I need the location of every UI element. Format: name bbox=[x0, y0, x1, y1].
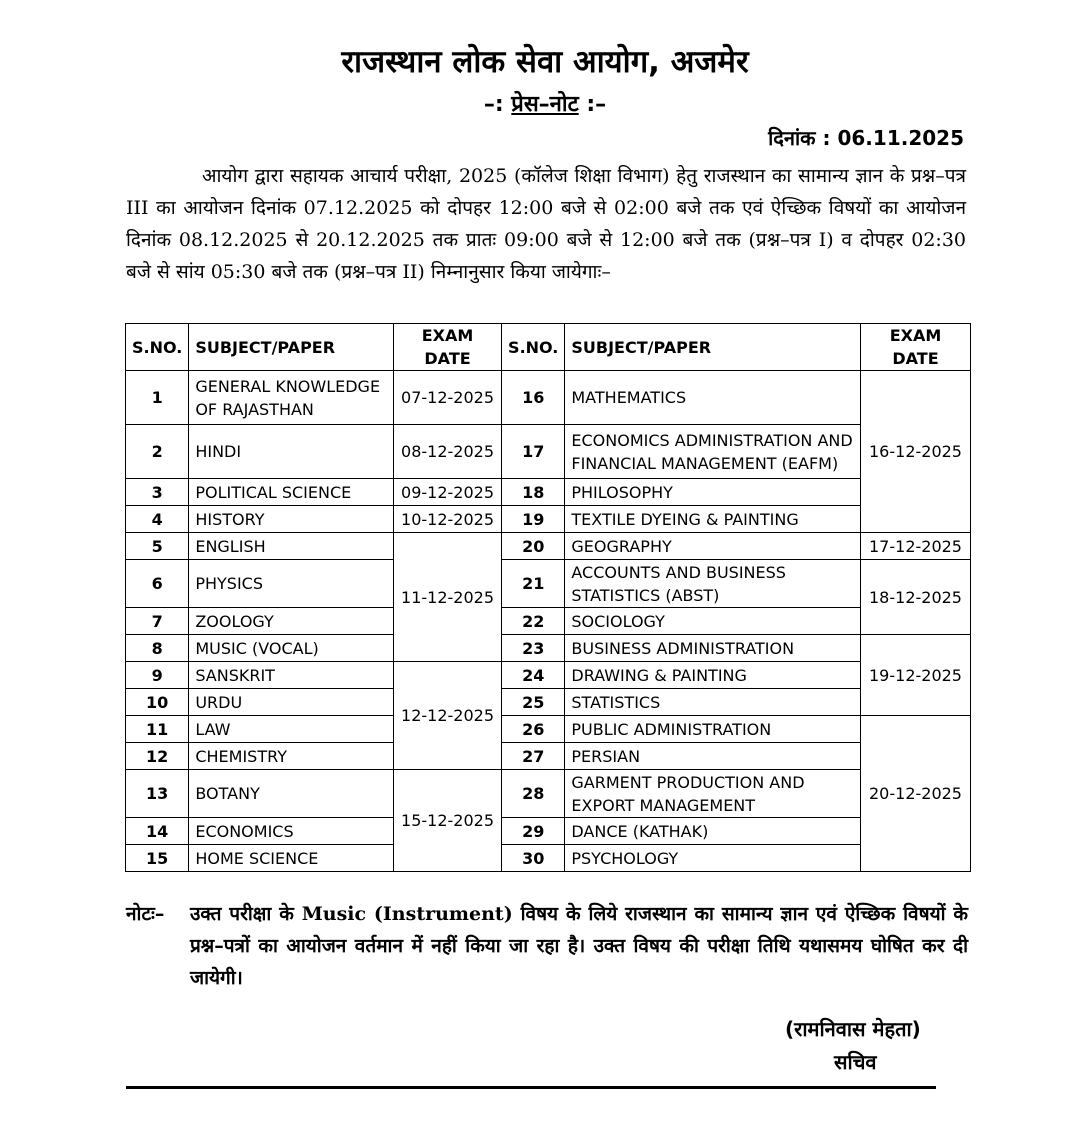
table-row bbox=[126, 560, 971, 608]
sno-cell: 7 bbox=[126, 608, 189, 635]
date-cell: 12-12-2025 bbox=[394, 662, 502, 770]
sno-cell: 21 bbox=[502, 560, 565, 608]
table-row bbox=[126, 689, 971, 716]
subject-cell: POLITICAL SCIENCE bbox=[189, 479, 394, 506]
sno-cell: 3 bbox=[126, 479, 189, 506]
subject-cell: MUSIC (VOCAL) bbox=[189, 635, 394, 662]
sno-cell: 18 bbox=[502, 479, 565, 506]
sno-cell: 16 bbox=[502, 371, 565, 425]
header-date-left: EXAM DATE bbox=[394, 324, 502, 371]
table-row bbox=[126, 845, 971, 872]
sno-cell: 19 bbox=[502, 506, 565, 533]
subject-cell: SANSKRIT bbox=[189, 662, 394, 689]
press-note-label: प्रेस–नोट bbox=[511, 92, 579, 117]
sno-cell: 8 bbox=[126, 635, 189, 662]
signatory-name: (रामनिवास मेहता) bbox=[785, 1017, 921, 1041]
subject-cell: GENERAL KNOWLEDGE OF RAJASTHAN bbox=[189, 371, 394, 425]
footnote bbox=[126, 898, 968, 994]
subject-cell: ENGLISH bbox=[189, 533, 394, 560]
subject-cell: URDU bbox=[189, 689, 394, 716]
note-text-part2: विषय के लिये राजस्थान का सामान्य ज्ञान एवं ऐच्छिक विषयों के प्रश्न–पत्रों का आयोजन वर्तमान में नहीं किया जा रहा है। उक्त विषय की परीक्षा तिथि यथासमय घोषित कर दी जायेगी। bbox=[190, 903, 968, 989]
subject-cell: BOTANY bbox=[189, 770, 394, 818]
subject-cell: GARMENT PRODUCTION AND EXPORT MANAGEMENT bbox=[565, 770, 861, 818]
subject-cell: PUBLIC ADMINISTRATION bbox=[565, 716, 861, 743]
sno-cell: 25 bbox=[502, 689, 565, 716]
sno-cell: 24 bbox=[502, 662, 565, 689]
subject-cell: LAW bbox=[189, 716, 394, 743]
table-row bbox=[126, 635, 971, 662]
subject-cell: PHILOSOPHY bbox=[565, 479, 861, 506]
subject-cell: BUSINESS ADMINISTRATION bbox=[565, 635, 861, 662]
sno-cell: 27 bbox=[502, 743, 565, 770]
sno-cell: 29 bbox=[502, 818, 565, 845]
table-row bbox=[126, 743, 971, 770]
date-cell: 08-12-2025 bbox=[394, 425, 502, 479]
note-label: नोटः– bbox=[126, 903, 165, 925]
table-row bbox=[126, 479, 971, 506]
subject-cell: PERSIAN bbox=[565, 743, 861, 770]
subject-cell: DANCE (KATHAK) bbox=[565, 818, 861, 845]
date-cell: 18-12-2025 bbox=[861, 560, 971, 635]
sno-cell: 23 bbox=[502, 635, 565, 662]
press-note-suffix: :– bbox=[586, 92, 607, 117]
sno-cell: 12 bbox=[126, 743, 189, 770]
table-row bbox=[126, 770, 971, 818]
table-header-row bbox=[126, 324, 971, 371]
note-text bbox=[190, 898, 968, 994]
subject-cell: ECONOMICS bbox=[189, 818, 394, 845]
table-row bbox=[126, 425, 971, 479]
table-row bbox=[126, 371, 971, 425]
date-cell: 10-12-2025 bbox=[394, 506, 502, 533]
page-title: राजस्थान लोक सेवा आयोग, अजमेर bbox=[341, 44, 749, 80]
subject-cell: HISTORY bbox=[189, 506, 394, 533]
header-subject-right: SUBJECT/PAPER bbox=[565, 324, 861, 371]
subject-cell: HOME SCIENCE bbox=[189, 845, 394, 872]
table-row bbox=[126, 533, 971, 560]
table-row bbox=[126, 506, 971, 533]
date-cell: 07-12-2025 bbox=[394, 371, 502, 425]
sno-cell: 14 bbox=[126, 818, 189, 845]
subject-cell: ECONOMICS ADMINISTRATION AND FINANCIAL MANAGEMENT (EAFM) bbox=[565, 425, 861, 479]
subject-cell: GEOGRAPHY bbox=[565, 533, 861, 560]
subject-cell: TEXTILE DYEING & PAINTING bbox=[565, 506, 861, 533]
intro-paragraph: आयोग द्वारा सहायक आचार्य परीक्षा, 2025 (कॉलेज शिक्षा विभाग) हेतु राजस्थान का सामान्य ज्ञान के प्रश्न–पत्र III का आयोजन दिनांक 07.12.2025 को दोपहर 12:00 बजे से 02:00 बजे तक एवं ऐच्छिक विषयों का आयोजन दिनांक 08.12.2025 से 20.12.2025 तक प्रातः 09:00 बजे से 12:00 बजे तक (प्रश्न–पत्र I) व दोपहर 02:30 बजे से सांय 05:30 बजे तक (प्रश्न–पत्र II) निम्नानुसार किया जायेगाः– bbox=[126, 165, 966, 283]
sno-cell: 30 bbox=[502, 845, 565, 872]
date-cell: 09-12-2025 bbox=[394, 479, 502, 506]
subject-cell: MATHEMATICS bbox=[565, 371, 861, 425]
table-row bbox=[126, 662, 971, 689]
table-row bbox=[126, 818, 971, 845]
subject-cell: DRAWING & PAINTING bbox=[565, 662, 861, 689]
subject-cell: PHYSICS bbox=[189, 560, 394, 608]
sno-cell: 26 bbox=[502, 716, 565, 743]
table-row bbox=[126, 716, 971, 743]
header-sno-left: S.NO. bbox=[126, 324, 189, 371]
header-sno-right: S.NO. bbox=[502, 324, 565, 371]
date-value: 06.11.2025 bbox=[837, 126, 964, 150]
note-subject: Music (Instrument) bbox=[301, 903, 513, 925]
sno-cell: 5 bbox=[126, 533, 189, 560]
sno-cell: 1 bbox=[126, 371, 189, 425]
signatory-designation: सचिव bbox=[834, 1050, 877, 1074]
bottom-divider bbox=[126, 1086, 936, 1089]
note-text-part1: उक्त परीक्षा के bbox=[190, 903, 294, 925]
subject-cell: PSYCHOLOGY bbox=[565, 845, 861, 872]
sno-cell: 4 bbox=[126, 506, 189, 533]
date-cell: 17-12-2025 bbox=[861, 533, 971, 560]
date-label: दिनांक : bbox=[768, 126, 831, 150]
subject-cell: SOCIOLOGY bbox=[565, 608, 861, 635]
date-cell: 15-12-2025 bbox=[394, 770, 502, 872]
date-cell: 19-12-2025 bbox=[861, 635, 971, 716]
sno-cell: 6 bbox=[126, 560, 189, 608]
sno-cell: 22 bbox=[502, 608, 565, 635]
sno-cell: 11 bbox=[126, 716, 189, 743]
date-cell: 11-12-2025 bbox=[394, 533, 502, 662]
subject-cell: HINDI bbox=[189, 425, 394, 479]
sno-cell: 20 bbox=[502, 533, 565, 560]
sno-cell: 10 bbox=[126, 689, 189, 716]
subject-cell: ZOOLOGY bbox=[189, 608, 394, 635]
subject-cell: ACCOUNTS AND BUSINESS STATISTICS (ABST) bbox=[565, 560, 861, 608]
exam-schedule-table bbox=[125, 323, 971, 872]
sno-cell: 13 bbox=[126, 770, 189, 818]
table-row bbox=[126, 608, 971, 635]
press-note-prefix: –: bbox=[483, 92, 504, 117]
sno-cell: 2 bbox=[126, 425, 189, 479]
sno-cell: 9 bbox=[126, 662, 189, 689]
sno-cell: 28 bbox=[502, 770, 565, 818]
date-cell: 16-12-2025 bbox=[861, 371, 971, 533]
press-note-heading bbox=[0, 88, 1080, 118]
subject-cell: CHEMISTRY bbox=[189, 743, 394, 770]
date-cell: 20-12-2025 bbox=[861, 716, 971, 872]
subject-cell: STATISTICS bbox=[565, 689, 861, 716]
sno-cell: 17 bbox=[502, 425, 565, 479]
issue-date bbox=[768, 124, 964, 151]
sno-cell: 15 bbox=[126, 845, 189, 872]
header-subject-left: SUBJECT/PAPER bbox=[189, 324, 394, 371]
header-date-right: EXAM DATE bbox=[861, 324, 971, 371]
